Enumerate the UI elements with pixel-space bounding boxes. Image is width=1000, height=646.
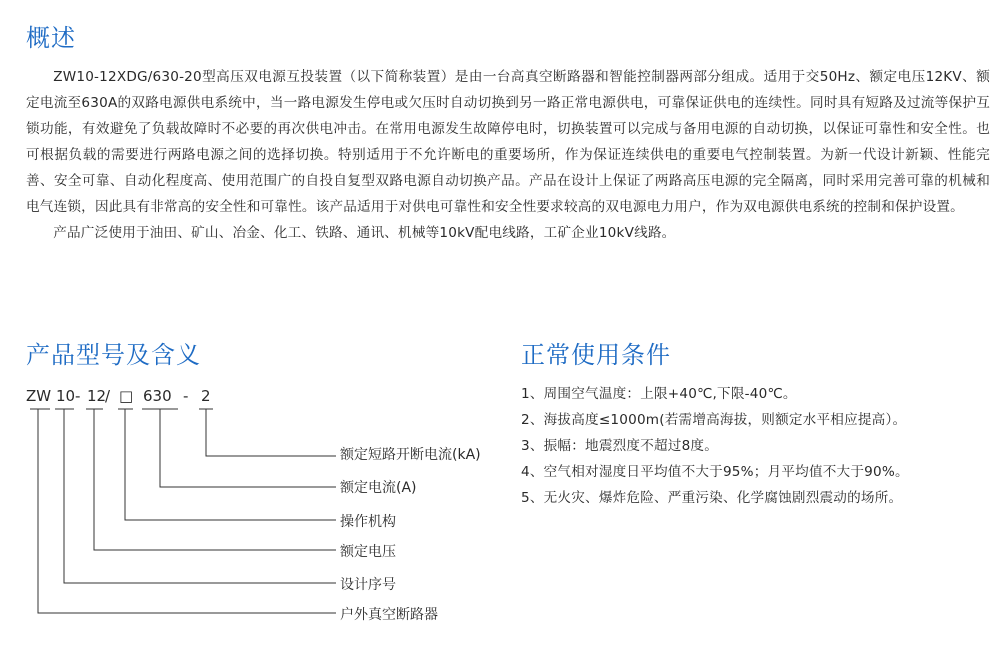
label-rated-voltage: 额定电压 bbox=[340, 544, 396, 560]
leader-design bbox=[64, 409, 336, 583]
model-heading: 产品型号及含义 bbox=[26, 341, 201, 369]
condition-item: 1、周围空气温度：上限+40℃,下限-40℃。 bbox=[521, 386, 797, 402]
leader-zw bbox=[38, 409, 336, 613]
condition-item: 4、空气相对湿度日平均值不大于95%；月平均值不大于90%。 bbox=[521, 464, 909, 480]
code-part-voltage: 12 bbox=[87, 387, 107, 405]
leader-current bbox=[160, 409, 336, 487]
leader-mechanism bbox=[125, 409, 336, 520]
code-part-zw: ZW bbox=[26, 387, 52, 405]
conditions-heading: 正常使用条件 bbox=[521, 341, 671, 369]
label-outdoor-breaker: 户外真空断路器 bbox=[340, 607, 438, 623]
model-code-diagram bbox=[0, 380, 520, 646]
label-design-number: 设计序号 bbox=[340, 577, 396, 593]
code-part-current: 630 bbox=[143, 387, 172, 405]
code-part-design: 10 bbox=[56, 387, 76, 405]
overview-paragraph-2: 产品广泛使用于油田、矿山、冶金、化工、铁路、通讯、机械等10kV配电线路，工矿企业10kV线路。 bbox=[53, 225, 676, 241]
condition-item: 2、海拔高度≤1000m(若需增高海拔，则额定水平相应提高）。 bbox=[521, 412, 907, 428]
condition-item: 3、振幅：地震烈度不超过8度。 bbox=[521, 438, 719, 454]
overview-heading: 概述 bbox=[26, 24, 76, 52]
label-rated-current: 额定电流(A) bbox=[340, 480, 417, 496]
code-part-mechanism: □ bbox=[119, 387, 134, 405]
code-part-dash-2: - bbox=[183, 387, 189, 405]
overview-text bbox=[26, 64, 990, 246]
code-part-dash-1: - bbox=[75, 387, 81, 405]
overview-paragraph-1: ZW10-12XDG/630-20型高压双电源互投装置（以下简称装置）是由一台高真空断路器和智能控制器两部分组成。适用于交50Hz、额定电压12KV、额定电流至630A的双路电源供电系统中，当一路电源发生停电或欠压时自动切换到另一路正常电源供电，可靠保证供电的连续性。同时具有短路及过流等保护互锁功能，有效避免了负载故障时不必要的再次供电冲击。在常用电源发生故障停电时，切换装置可以完成与备用电源的自动切换，以保证可靠性和安全性。也可根据负载的需要进行两路电源之间的选择切换。特别适用于不允许断电的重要场所，作为保证连续供电的重要电气控制装置。为新一代设计新颖、性能完善、安全可靠、自动化程度高、使用范围广的自投自复型双路电源自动切换产品。产品在设计上保证了两路高压电源的完全隔离，同时采用完善可靠的机械和电气连锁，因此具有非常高的安全性和可靠性。该产品适用于对供电可靠性和安全性要求较高的双电源电力用户，作为双电源供电系统的控制和保护设置。 bbox=[26, 69, 990, 215]
code-part-slash: / bbox=[105, 387, 111, 405]
label-mechanism: 操作机构 bbox=[340, 514, 396, 530]
leader-voltage bbox=[94, 409, 336, 550]
condition-item: 5、无火灾、爆炸危险、严重污染、化学腐蚀剧烈震动的场所。 bbox=[521, 490, 903, 506]
conditions-list bbox=[521, 381, 991, 511]
leader-breaking bbox=[206, 409, 336, 456]
label-breaking-current: 额定短路开断电流(kA) bbox=[340, 447, 481, 463]
code-part-breaking: 2 bbox=[201, 387, 211, 405]
